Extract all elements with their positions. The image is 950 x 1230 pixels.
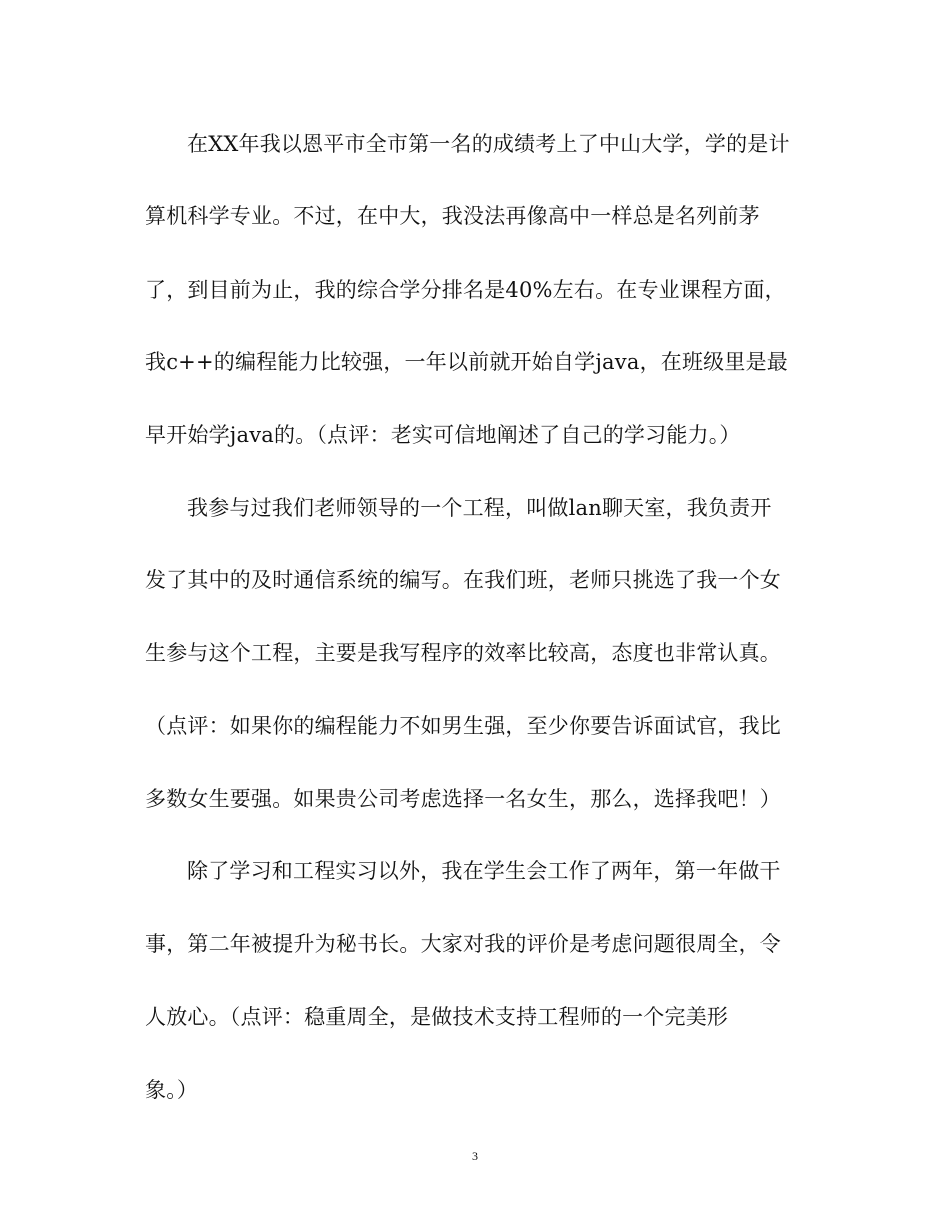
page-number: 3: [472, 1149, 478, 1163]
paragraph-3-line-4: 象。）: [145, 1078, 199, 1102]
paragraph-2-line-1: 我参与过我们老师领导的一个工程，叫做lan聊天室，我负责开: [187, 496, 772, 520]
paragraph-2-line-2: 发了其中的及时通信系统的编写。在我们班，老师只挑选了我一个女: [145, 568, 781, 592]
paragraph-1-line-4: 我c++的编程能力比较强，一年以前就开始自学java，在班级里是最: [145, 350, 788, 374]
paragraph-1-line-2: 算机科学专业。不过，在中大，我没法再像高中一样总是名列前茅: [145, 204, 760, 228]
paragraph-1-line-3: 了，到目前为止，我的综合学分排名是40%左右。在专业课程方面，: [145, 278, 786, 302]
paragraph-1-line-1: 在XX年我以恩平市全市第一名的成绩考上了中山大学，学的是计: [187, 132, 790, 156]
paragraph-3-line-2: 事，第二年被提升为秘书长。大家对我的评价是考虑问题很周全，令: [145, 932, 781, 956]
paragraph-2-line-5: 多数女生要强。如果贵公司考虑选择一名女生，那么，选择我吧！）: [145, 787, 781, 811]
paragraph-3-line-3: 人放心。（点评：稳重周全，是做技术支持工程师的一个完美形: [145, 1005, 729, 1029]
paragraph-3-line-1: 除了学习和工程实习以外，我在学生会工作了两年，第一年做干: [187, 859, 781, 883]
paragraph-2-line-3: 生参与这个工程，主要是我写程序的效率比较高，态度也非常认真。: [145, 641, 781, 665]
paragraph-1-line-5: 早开始学java的。（点评：老实可信地阐述了自己的学习能力。）: [145, 423, 741, 447]
paragraph-2-line-4: （点评：如果你的编程能力不如男生强，至少你要告诉面试官，我比: [145, 714, 781, 738]
